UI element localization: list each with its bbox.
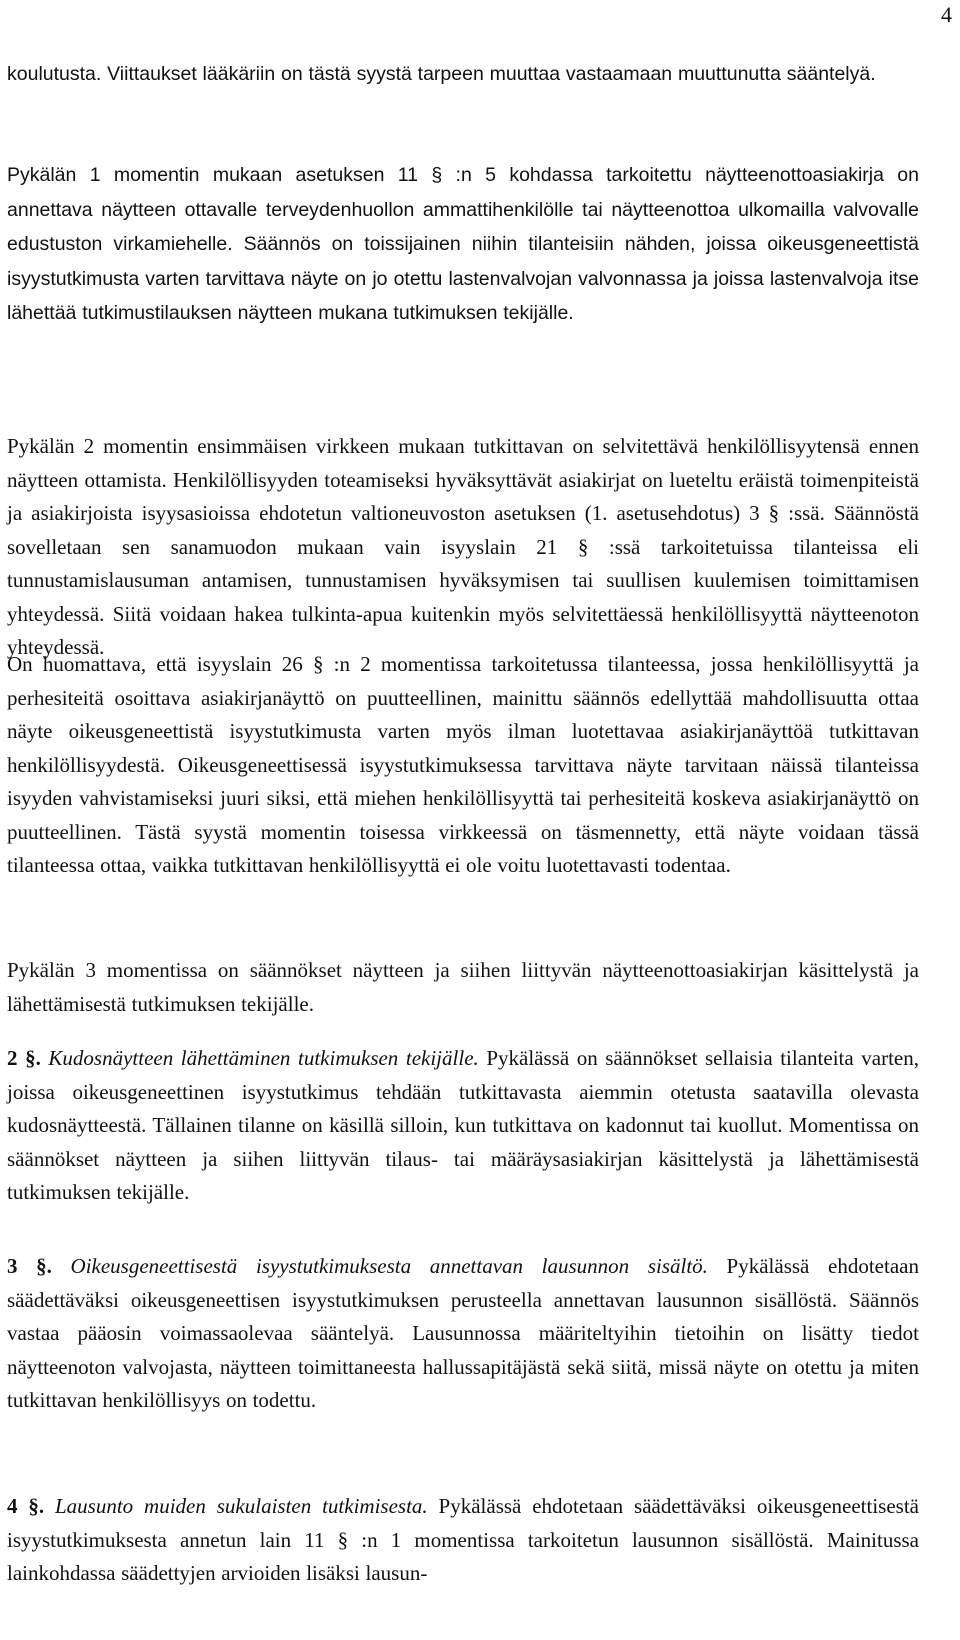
section-2-title: Kudosnäytteen lähettäminen tutkimuksen tekijälle.	[48, 1046, 479, 1070]
section-4-body: Pykälässä ehdotetaan säädettäväksi oikeusgeneettisestä isyystutkimuksesta annetun lain 11 § :n 1 momentissa tarkoitetun lausunnon sisällöstä. Mainitussa lainkohdassa säädettyjen arvioiden lisäksi lausun-	[7, 1494, 919, 1585]
paragraph-1	[7, 58, 876, 92]
section-2-number: 2 §.	[7, 1046, 41, 1070]
paragraph-5	[7, 954, 919, 1021]
paragraph-5-text: Pykälän 3 momentissa on säännökset näytteen ja siihen liittyvän näytteenottoasiakirjan käsittelystä ja lähettämisestä tutkimuksen tekijälle.	[7, 958, 919, 1016]
page-number: 4	[941, 2, 952, 27]
paragraph-3-text: Pykälän 2 momentin ensimmäisen virkkeen mukaan tutkittavan on selvitettävä henkilöllisyytensä ennen näytteen ottamista. Henkilöllisyyden toteamiseksi hyväksyttävät asiakirjat on lueteltu eräistä toimenpiteistä ja asiakirjoista isyysasioissa ehdotetun valtioneuvoston asetuksen (1. asetusehdotus) 3 § :ssä. Säännöstä sovelletaan sen sanamuodon mukaan vain isyyslain 21 § :ssä tarkoitetuissa tilanteissa eli tunnustamislausuman antamisen, tunnustamisen hyväksymisen tai suullisen kuulemisen toimittamisen yhteydessä. Siitä voidaan hakea tulkinta-apua kuitenkin myös selvitettäessä henkilöllisyyttä näytteenoton yhteydessä.	[7, 434, 919, 659]
section-4-paragraph	[7, 1490, 919, 1591]
section-2-body: Pykälässä on säännökset sellaisia tilanteita varten, joissa oikeusgeneettinen isyystutkimus tehdään tutkittavasta aiemmin otetusta saatavilla olevasta kudosnäytteestä. Tällainen tilanne on käsillä silloin, kun tutkittava on kadonnut tai kuollut. Momentissa on säännökset näytteen ja siihen liittyvän tilaus- tai määräysasiakirjan käsittelystä ja lähettämisestä tutkimuksen tekijälle.	[7, 1046, 919, 1204]
section-2-paragraph	[7, 1042, 919, 1210]
paragraph-2-text-a: Pykälän 1 momentin mukaan asetuksen 11 § :n 5 kohdassa tarkoitettu näytteenottoasiakirja on annettava näytteen ottavalle terveydenhuollon ammattihenkilölle tai näytteenottoa ulkomailla valvovalle edustuston virkamiehelle.	[7, 164, 919, 255]
section-3-body: Pykälässä ehdotetaan säädettäväksi oikeusgeneettisen isyystutkimuksen perusteella annettavan lausunnon sisällöstä. Säännös vastaa pääosin voimassaolevaa sääntelyä. Lausunnossa määriteltyihin tietoihin on lisätty tiedot näytteenoton valvojasta, näytteen toimittaneesta hallussapitäjästä sekä siitä, missä näyte on otettu ja miten tutkittavan henkilöllisyys on todettu.	[7, 1254, 919, 1412]
paragraph-3	[7, 430, 919, 665]
paragraph-2-text-b: Säännös on toissijainen niihin tilanteisiin nähden, joissa oikeusgeneettistä isyystutkimusta varten tarvittava näyte on jo otettu lastenvalvojan valvonnassa ja joissa lastenvalvoja itse lähettää tutkimustilauksen näytteen mukana tutkimuksen tekijälle.	[7, 233, 919, 324]
paragraph-1-text: koulutusta. Viittaukset lääkäriin on tästä syystä tarpeen muuttaa vastaamaan muuttunutta sääntelyä.	[7, 63, 876, 85]
paragraph-2	[7, 158, 919, 331]
section-4-number: 4 §.	[7, 1494, 45, 1518]
section-3-number: 3 §.	[7, 1254, 52, 1278]
section-4-title: Lausunto muiden sukulaisten tutkimisesta.	[55, 1494, 428, 1518]
section-3-title: Oikeusgeneettisestä isyystutkimuksesta annettavan lausunnon sisältö.	[70, 1254, 708, 1278]
section-3-paragraph	[7, 1250, 919, 1418]
paragraph-4	[7, 648, 919, 883]
paragraph-4-text: On huomattava, että isyyslain 26 § :n 2 momentissa tarkoitetussa tilanteessa, jossa henkilöllisyyttä ja perhesiteitä osoittava asiakirjanäyttö on puutteellinen, mainittu säännös edellyttää mahdollisuutta ottaa näyte oikeusgeneettistä isyystutkimusta varten myös ilman luotettavaa asiakirjanäyttöä tutkittavan henkilöllisyydestä. Oikeusgeneettisessä isyystutkimuksessa tarvittava näyte tarvitaan näissä tilanteissa isyyden vahvistamiseksi juuri siksi, että miehen henkilöllisyyttä tai perhesiteitä koskeva asiakirjanäyttö on puutteellinen. Tästä syystä momentin toisessa virkkeessä on täsmennetty, että näyte voidaan tässä tilanteessa ottaa, vaikka tutkittavan henkilöllisyyttä ei ole voitu luotettavasti todentaa.	[7, 652, 919, 877]
